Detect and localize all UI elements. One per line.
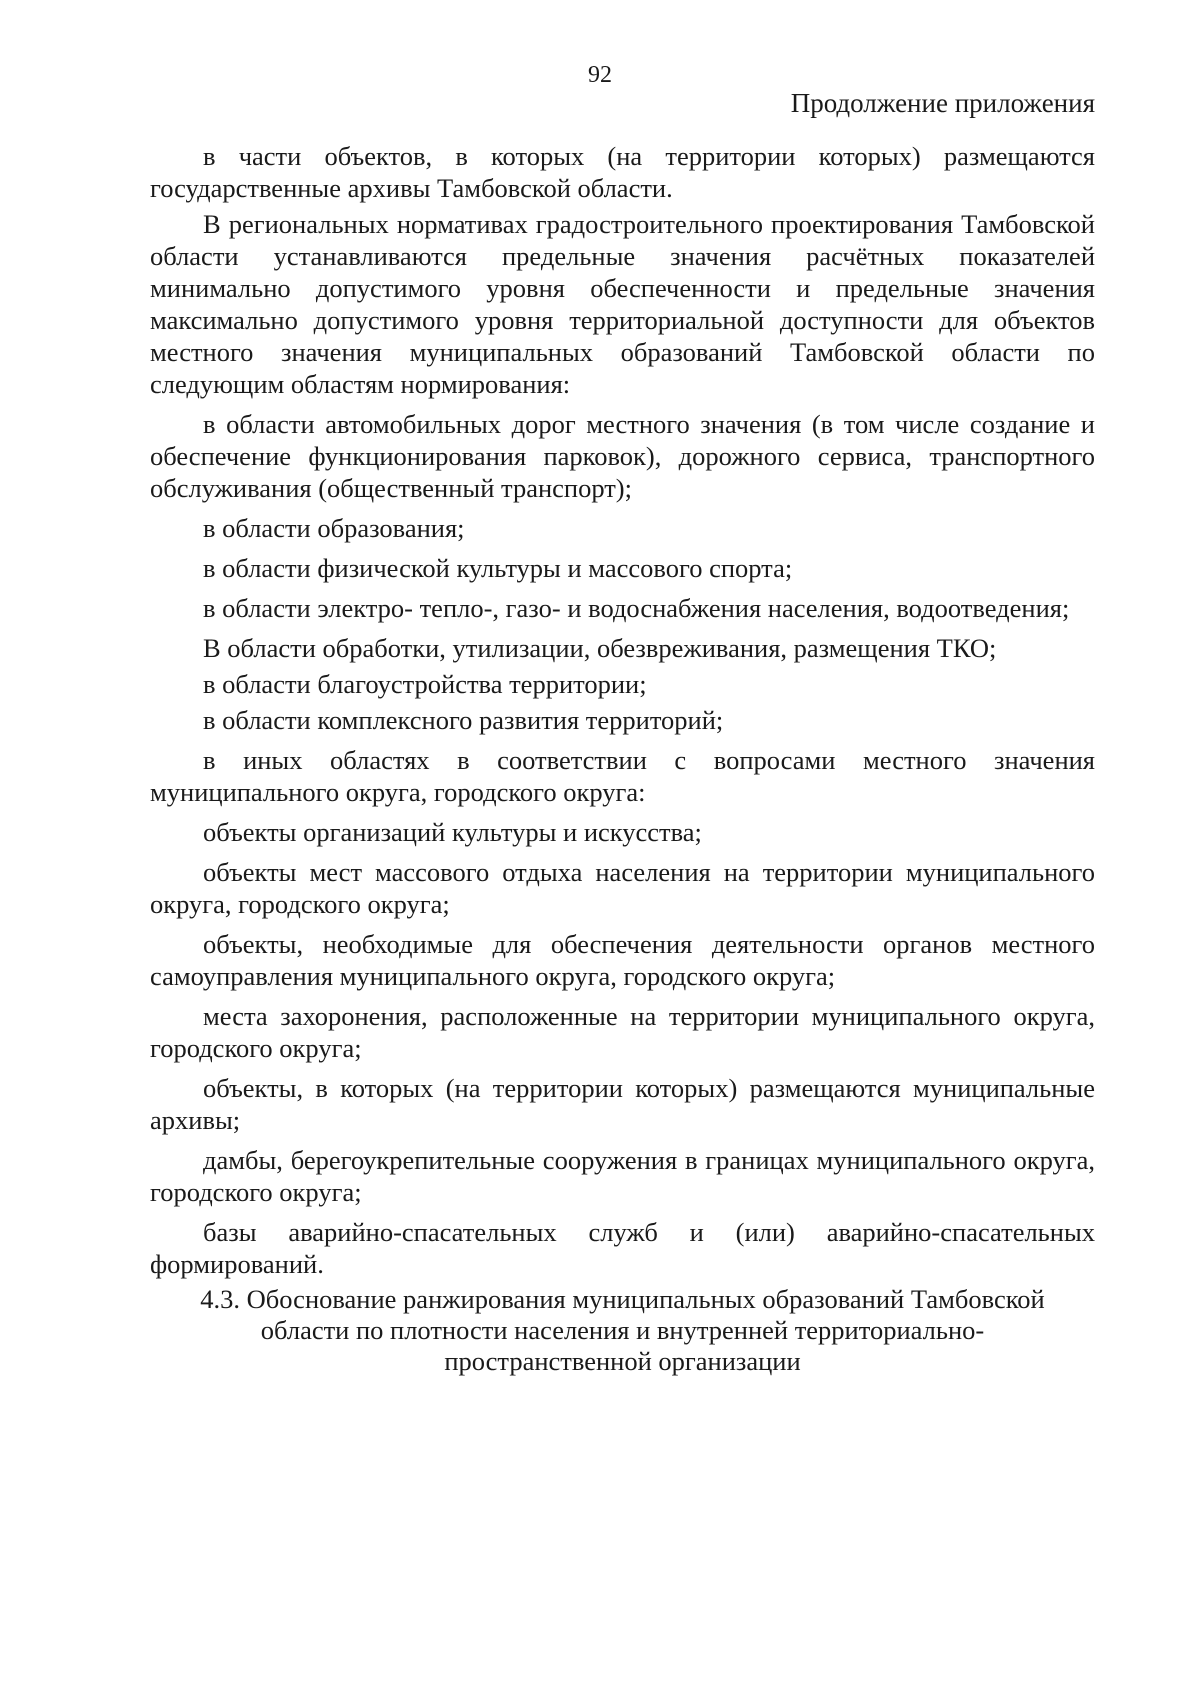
list-item: в области физической культуры и массового спорта; — [203, 553, 793, 583]
list-item: дамбы, берегоукрепительные сооружения в границах муниципального округа, городского округа; — [150, 1145, 1095, 1207]
list-item: в области автомобильных дорог местного значения (в том числе создание и обеспечение функционирования парковок), дорожного сервиса, транспортного обслуживания (общественный транспорт); — [150, 409, 1095, 503]
list-item: объекты, в которых (на территории которых) размещаются муниципальные архивы; — [150, 1073, 1095, 1135]
list-item: объекты, необходимые для обеспечения деятельности органов местного самоуправления муниципального округа, городского округа; — [150, 929, 1095, 991]
list-item: места захоронения, расположенные на территории муниципального округа, городского округа; — [150, 1001, 1095, 1063]
list-item: в области образования; — [203, 513, 465, 543]
paragraph: в части объектов, в которых (на территории которых) размещаются государственные архивы Тамбовской области. — [150, 141, 1095, 203]
body-text — [150, 140, 1095, 1377]
paragraph: В региональных нормативах градостроительного проектирования Тамбовской области устанавливаются предельные значения расчётных показателей минимально допустимого уровня обеспеченности и предельные значения максимально допустимого уровня территориальной доступности для объектов местного значения муниципальных образований Тамбовской области по следующим областям нормирования: — [150, 209, 1095, 399]
list-item: В области обработки, утилизации, обезвреживания, размещения ТКО; — [203, 633, 997, 663]
section-heading-line: области по плотности населения и внутренней территориально- — [260, 1315, 985, 1345]
section-heading — [150, 1284, 1095, 1377]
list-item: базы аварийно-спасательных служб и (или) аварийно-спасательных формирований. — [150, 1217, 1095, 1279]
list-item: в иных областях в соответствии с вопросами местного значения муниципального округа, городского округа: — [150, 745, 1095, 807]
continuation-label: Продолжение приложения — [790, 88, 1095, 118]
section-heading-line: пространственной организации — [444, 1346, 801, 1376]
section-heading-line: 4.3. Обоснование ранжирования муниципальных образований Тамбовской — [200, 1284, 1045, 1314]
list-item: в области комплексного развития территорий; — [203, 705, 724, 735]
list-item: объекты мест массового отдыха населения на территории муниципального округа, городского округа; — [150, 857, 1095, 919]
list-item: объекты организаций культуры и искусства; — [203, 817, 702, 847]
page-number: 92 — [588, 62, 612, 88]
list-item: в области благоустройства территории; — [203, 669, 647, 699]
list-item: в области электро- тепло-, газо- и водоснабжения населения, водоотведения; — [203, 593, 1070, 623]
